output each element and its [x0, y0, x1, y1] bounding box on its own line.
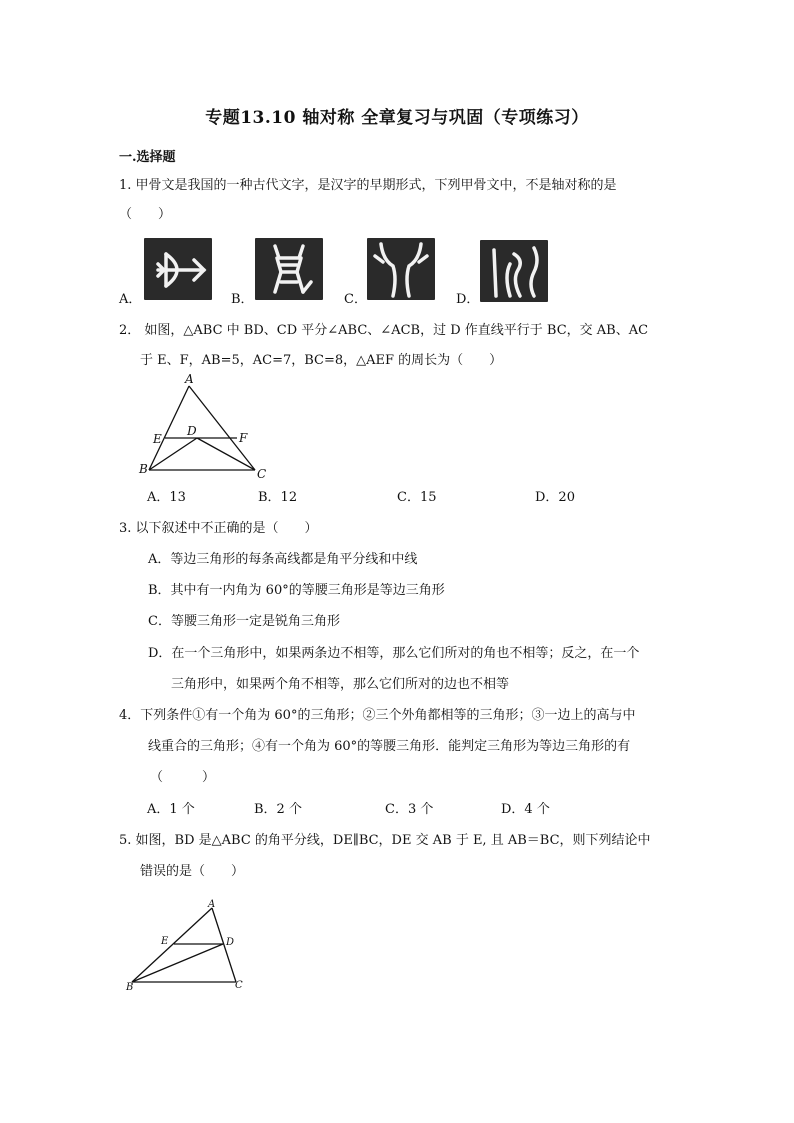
- q4-option-b[interactable]: B．2 个: [254, 802, 302, 817]
- q4-stem-line2: 线重合的三角形；④有一个角为 60°的等腰三角形．能判定三角形为等边三角形的有: [148, 739, 631, 754]
- q2-label-e: E: [153, 432, 162, 446]
- q4-stem-line1: 4．下列条件①有一个角为 60°的三角形；②三个外角都相等的三角形；③一边上的高与中: [119, 708, 636, 723]
- page-title: 专题13.10 轴对称 全章复习与巩固（专项练习）: [205, 108, 589, 128]
- q5-label-d: D: [226, 937, 235, 948]
- q1-option-c-label: C．: [344, 292, 367, 307]
- q3-option-d-line2: 三角形中，如果两个角不相等，那么它们所对的边也不相等: [171, 677, 510, 692]
- q2-stem-line2: 于 E、F，AB=5，AC=7，BC=8，△AEF 的周长为（ ）: [140, 353, 503, 368]
- q2-label-f: F: [239, 431, 248, 445]
- q3-stem: 3. 以下叙述中不正确的是（ ）: [119, 521, 318, 536]
- q2-option-b[interactable]: B．12: [258, 490, 298, 505]
- q3-option-b[interactable]: B．其中有一内角为 60°的等腰三角形是等边三角形: [148, 583, 445, 598]
- q4-option-a[interactable]: A．1 个: [147, 802, 195, 817]
- q4-option-d[interactable]: D．4 个: [501, 802, 550, 817]
- q1-stem-line1: 1. 甲骨文是我国的一种古代文字，是汉字的早期形式，下列甲骨文中，不是轴对称的是: [119, 178, 617, 193]
- q2-label-d: D: [187, 424, 197, 438]
- q1-option-d-label: D．: [456, 292, 480, 307]
- q4-option-c[interactable]: C．3 个: [385, 802, 434, 817]
- q4-stem-line3: （ ）: [150, 770, 216, 785]
- q2-option-d[interactable]: D．20: [535, 490, 575, 505]
- q5-label-b: B: [126, 982, 134, 993]
- q5-label-e: E: [161, 936, 169, 947]
- q1-option-b-label: B．: [231, 292, 254, 307]
- q1-option-a-label: A．: [119, 292, 142, 307]
- q2-side-ac: [189, 386, 255, 470]
- oracle-bone-glyph-road-icon[interactable]: [367, 238, 435, 300]
- q5-side-ab: [132, 908, 212, 982]
- section-heading: 一.选择题: [119, 150, 176, 165]
- q5-label-a: A: [208, 899, 216, 910]
- q5-segment-bd: [132, 944, 223, 982]
- oracle-bone-glyph-bow-icon[interactable]: [144, 238, 212, 300]
- q2-option-c[interactable]: C．15: [397, 490, 437, 505]
- q5-stem-line1: 5. 如图，BD 是△ABC 的角平分线，DE∥BC，DE 交 AB 于 E, 且 AB＝BC，则下列结论中: [119, 833, 651, 848]
- oracle-bone-glyph-river-icon[interactable]: [480, 240, 548, 302]
- q5-stem-line2: 错误的是（ ）: [140, 864, 245, 879]
- q2-label-b: B: [139, 462, 148, 476]
- q2-label-c: C: [257, 467, 267, 481]
- q2-triangle-figure: [135, 374, 285, 484]
- q2-label-a: A: [185, 372, 194, 386]
- q3-option-d-line1[interactable]: D．在一个三角形中，如果两条边不相等，那么它们所对的角也不相等；反之，在一个: [148, 646, 640, 661]
- q3-option-c[interactable]: C．等腰三角形一定是锐角三角形: [148, 614, 340, 629]
- q2-option-a[interactable]: A．13: [147, 490, 186, 505]
- q1-stem-line2: （ ）: [119, 207, 172, 222]
- q3-option-a[interactable]: A．等边三角形的每条高线都是角平分线和中线: [148, 552, 418, 567]
- oracle-bone-glyph-cat-icon[interactable]: [255, 238, 323, 300]
- q5-label-c: C: [235, 980, 243, 991]
- q5-triangle-figure: [120, 896, 260, 996]
- q2-stem-line1: 2． 如图，△ABC 中 BD、CD 平分∠ABC、∠ACB，过 D 作直线平行于 BC，交 AB、AC: [119, 323, 649, 338]
